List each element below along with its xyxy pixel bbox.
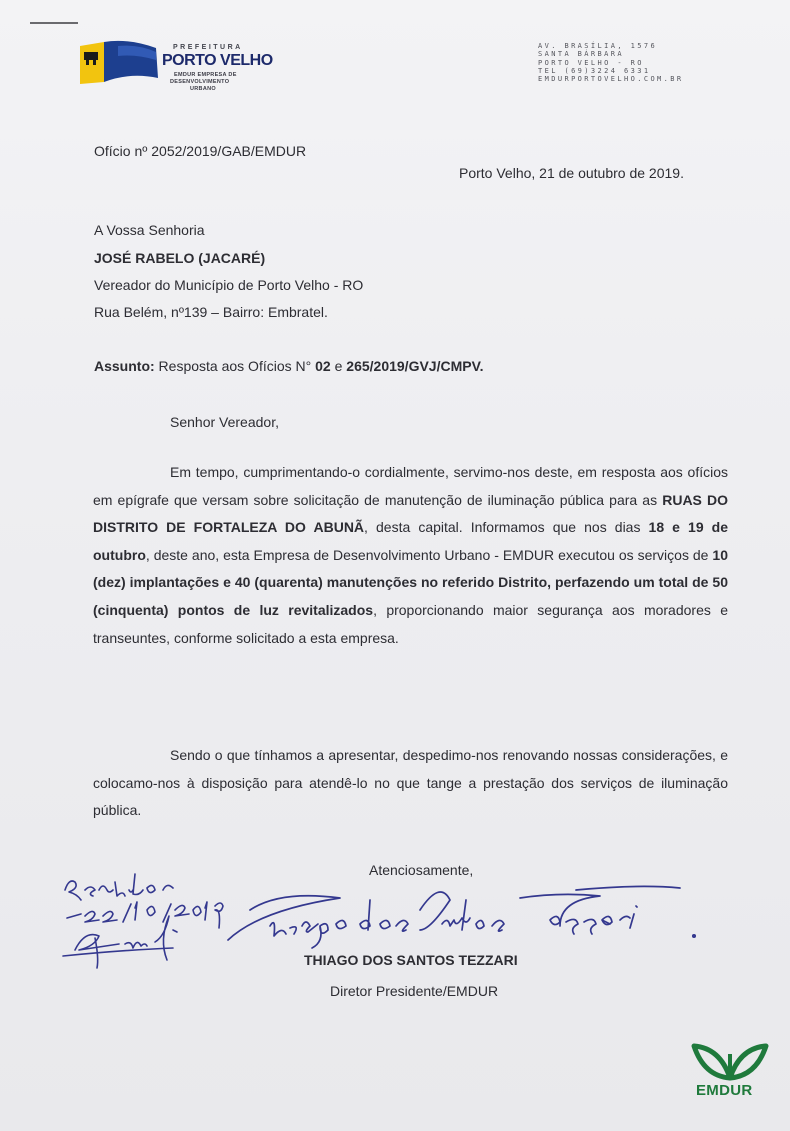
subject-ref-2: 265/2019/GVJ/CMPV. [346, 358, 484, 374]
address-line: EMDURPORTOVELHO.COM.BR [538, 75, 684, 84]
body-paragraph-2 [93, 742, 728, 825]
subject-line [94, 358, 484, 374]
signature [220, 880, 710, 960]
paragraph-text: , proporcionando maior segurança aos moradores e transeuntes, conforme solicitado a esta empresa. [93, 601, 729, 646]
logo-line-city: PORTO VELHO [162, 52, 273, 69]
subject-ref-1: 02 [315, 358, 331, 374]
emdur-brand: EMDUR [696, 1082, 753, 1099]
paragraph-bold: 10 (dez) implantações e 40 (quarenta) manutenções no referido Distrito, perfazendo um total de 50 (cinquenta) pontos de luz revitalizados [93, 546, 728, 618]
flag-icon [78, 38, 160, 84]
subject-text: Resposta aos Ofícios N° [154, 358, 316, 374]
address-line: PORTO VELHO - RO [538, 58, 644, 67]
body-paragraph-1 [93, 459, 728, 652]
logo-line-emdur: EMDUR EMPRESA DE [174, 72, 237, 78]
address-line: TEL (69)3224 6331 [538, 66, 651, 75]
closing: Atenciosamente, [369, 862, 474, 878]
emdur-logo [690, 1040, 772, 1102]
prefeitura-logo [78, 36, 278, 98]
subject-and: e [330, 358, 347, 374]
receipt-handwriting [55, 860, 235, 980]
address-line: SANTA BÁRBARA [538, 50, 624, 59]
greeting: Senhor Vereador, [170, 414, 279, 430]
office-number: Ofício nº 2052/2019/GAB/EMDUR [94, 143, 307, 159]
paragraph-bold: RUAS DO DISTRITO DE FORTALEZA DO ABUNÃ [93, 491, 728, 536]
paragraph-text: Em tempo, cumprimentando-o cordialmente, servimo-nos deste, em resposta aos ofícios em epígrafe que versam sobre solicitação de manutenção de iluminação pública para as [93, 464, 728, 508]
logo-line-urbano: URBANO [190, 86, 216, 92]
recipient-title: Vereador do Município de Porto Velho - RO [94, 277, 364, 293]
recipient-salutation: A Vossa Senhoria [94, 222, 205, 238]
recipient-name: JOSÉ RABELO (JACARÉ) [94, 250, 266, 266]
place-date: Porto Velho, 21 de outubro de 2019. [459, 165, 684, 181]
company-address [538, 42, 684, 83]
paragraph-text: Sendo o que tínhamos a apresentar, despedimo-nos renovando nossas considerações, e colocamo-nos à disposição para atendê-lo no que tange a prestação dos serviços de iluminação pública. [93, 747, 728, 819]
paragraph-bold: 18 e 19 de outubro [93, 519, 729, 563]
paragraph-text: , desta capital. Informamos que nos dias [364, 519, 649, 536]
logo-line-desenvolvimento: DESENVOLVIMENTO [170, 79, 230, 85]
top-edge-mark [30, 22, 78, 24]
recipient-address: Rua Belém, nº139 – Bairro: Embratel. [94, 304, 328, 320]
signer-name: THIAGO DOS SANTOS TEZZARI [304, 952, 518, 968]
logo-line-prefeitura: PREFEITURA [173, 44, 243, 51]
leaf-icon [690, 1040, 770, 1082]
signer-role: Diretor Presidente/EMDUR [330, 983, 499, 999]
subject-label: Assunto: [94, 358, 155, 374]
paragraph-text: , deste ano, esta Empresa de Desenvolvimento Urbano - EMDUR executou os serviços de [145, 546, 713, 563]
address-line: AV. BRASÍLIA, 1576 [538, 42, 658, 50]
